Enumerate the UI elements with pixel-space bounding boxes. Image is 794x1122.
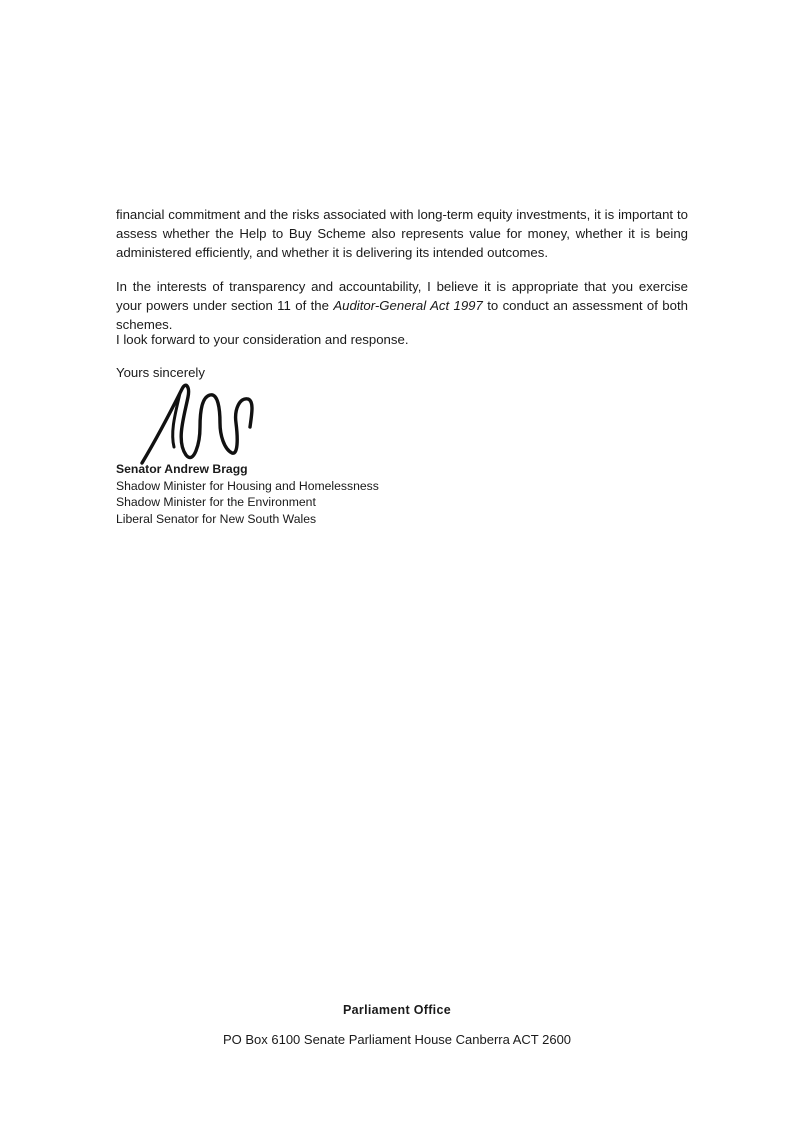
act-name: Auditor-General Act 1997 — [333, 298, 483, 313]
handwritten-signature — [140, 383, 260, 465]
signatory-role: Liberal Senator for New South Wales — [116, 511, 317, 526]
closing-salutation: Yours sincerely — [116, 365, 205, 380]
body-paragraph-2 — [116, 277, 688, 334]
signatory-role: Shadow Minister for the Environment — [116, 495, 316, 509]
signature-block — [116, 461, 379, 527]
signatory-role: Shadow Minister for Housing and Homelessness — [116, 478, 379, 493]
body-paragraph-3: I look forward to your consideration and response. — [116, 332, 409, 347]
body-paragraph-1: financial commitment and the risks associated with long-term equity investments, it is important to assess whether the Help to Buy Scheme also represents value for money, whether it is being administered efficiently, and whether it is delivering its intended outcomes. — [116, 207, 688, 260]
signatory-name: Senator Andrew Bragg — [116, 462, 248, 476]
paragraph-2-text-before: In the interests of transparency and accountability, I believe it is appropriate that you exercise your powers under section 11 of the — [116, 279, 688, 313]
footer-address: PO Box 6100 Senate Parliament House Canberra ACT 2600 — [222, 1032, 572, 1047]
footer-office-title: Parliament Office — [343, 1003, 451, 1017]
paragraph-2-text-after: to conduct an assessment of both schemes. — [116, 298, 688, 332]
